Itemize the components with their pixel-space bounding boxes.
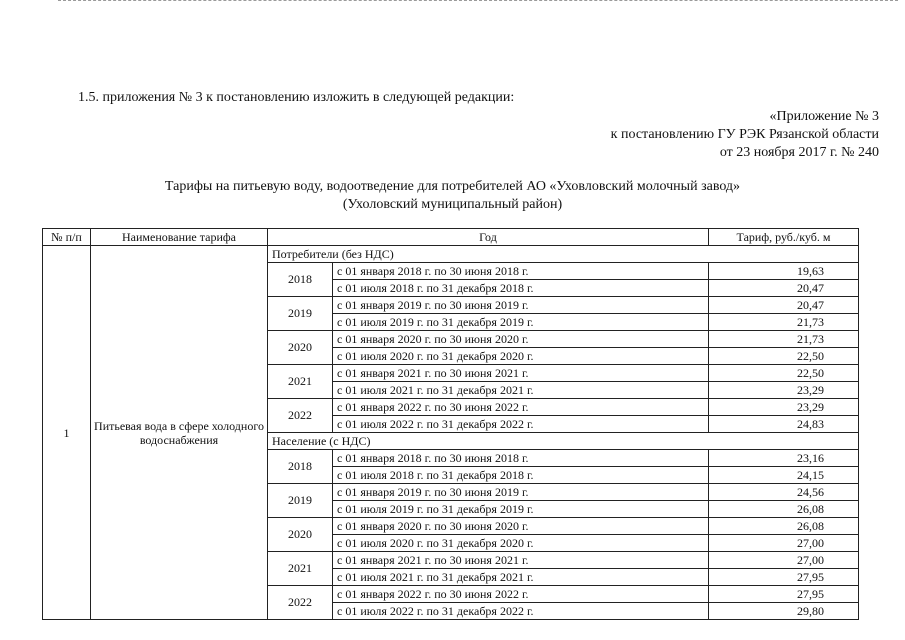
document-title <box>0 178 905 214</box>
appendix-reference <box>611 108 879 162</box>
title-line-1: Тарифы на питьевую воду, водоотведение для потребителей АО «Уховловский молочный завод» <box>164 179 741 194</box>
period-cell: с 01 июля 2020 г. по 31 декабря 2020 г. <box>333 348 709 365</box>
tariff-value-cell: 27,95 <box>709 586 859 603</box>
period-cell: с 01 января 2019 г. по 30 июня 2019 г. <box>333 297 709 314</box>
period-cell: с 01 июля 2018 г. по 31 декабря 2018 г. <box>333 467 709 484</box>
year-cell: 2020 <box>268 331 333 365</box>
tariff-value-cell: 27,00 <box>709 535 859 552</box>
title-line-2: (Ухоловский муниципальный район) <box>342 197 563 212</box>
section-row <box>43 246 859 263</box>
year-cell: 2019 <box>268 297 333 331</box>
section-label: Население (с НДС) <box>268 433 859 450</box>
tariff-value-cell: 23,29 <box>709 382 859 399</box>
tariff-value-cell: 26,08 <box>709 518 859 535</box>
tariff-value-cell: 20,47 <box>709 280 859 297</box>
period-cell: с 01 января 2018 г. по 30 июня 2018 г. <box>333 450 709 467</box>
period-cell: с 01 января 2018 г. по 30 июня 2018 г. <box>333 263 709 280</box>
tariff-value-cell: 22,50 <box>709 348 859 365</box>
tariff-value-cell: 19,63 <box>709 263 859 280</box>
intro-paragraph: 1.5. приложения № 3 к постановлению изложить в следующей редакции: <box>78 90 515 105</box>
appendix-line-3: от 23 ноября 2017 г. № 240 <box>719 145 879 160</box>
table-header-row <box>43 229 859 246</box>
period-cell: с 01 января 2020 г. по 30 июня 2020 г. <box>333 518 709 535</box>
tariffs-table-body <box>43 246 859 620</box>
period-cell: с 01 июля 2021 г. по 31 декабря 2021 г. <box>333 569 709 586</box>
header-tariff: Тариф, руб./куб. м <box>709 229 859 246</box>
tariff-name-cell: Питьевая вода в сфере холодного водоснабжения <box>91 246 268 620</box>
page-top-dashed-line <box>58 0 898 1</box>
appendix-line-2: к постановлению ГУ РЭК Рязанской области <box>610 127 879 142</box>
year-cell: 2018 <box>268 263 333 297</box>
section-label: Потребители (без НДС) <box>268 246 859 263</box>
tariff-value-cell: 27,95 <box>709 569 859 586</box>
tariff-value-cell: 27,00 <box>709 552 859 569</box>
tariff-value-cell: 24,15 <box>709 467 859 484</box>
period-cell: с 01 января 2019 г. по 30 июня 2019 г. <box>333 484 709 501</box>
tariff-value-cell: 22,50 <box>709 365 859 382</box>
period-cell: с 01 июля 2022 г. по 31 декабря 2022 г. <box>333 416 709 433</box>
tariff-value-cell: 21,73 <box>709 331 859 348</box>
period-cell: с 01 июля 2019 г. по 31 декабря 2019 г. <box>333 314 709 331</box>
year-cell: 2022 <box>268 586 333 620</box>
tariff-value-cell: 20,47 <box>709 297 859 314</box>
row-number-cell: 1 <box>43 246 91 620</box>
tariff-value-cell: 23,16 <box>709 450 859 467</box>
appendix-line-1: «Приложение № 3 <box>769 109 879 124</box>
tariff-value-cell: 24,83 <box>709 416 859 433</box>
year-cell: 2021 <box>268 365 333 399</box>
tariff-value-cell: 24,56 <box>709 484 859 501</box>
period-cell: с 01 июля 2021 г. по 31 декабря 2021 г. <box>333 382 709 399</box>
tariff-value-cell: 29,80 <box>709 603 859 620</box>
period-cell: с 01 января 2022 г. по 30 июня 2022 г. <box>333 586 709 603</box>
period-cell: с 01 июля 2019 г. по 31 декабря 2019 г. <box>333 501 709 518</box>
period-cell: с 01 января 2022 г. по 30 июня 2022 г. <box>333 399 709 416</box>
period-cell: с 01 января 2020 г. по 30 июня 2020 г. <box>333 331 709 348</box>
year-cell: 2022 <box>268 399 333 433</box>
period-cell: с 01 января 2021 г. по 30 июня 2021 г. <box>333 365 709 382</box>
header-year: Год <box>268 229 709 246</box>
year-cell: 2018 <box>268 450 333 484</box>
period-cell: с 01 июля 2022 г. по 31 декабря 2022 г. <box>333 603 709 620</box>
tariff-value-cell: 23,29 <box>709 399 859 416</box>
period-cell: с 01 июля 2018 г. по 31 декабря 2018 г. <box>333 280 709 297</box>
year-cell: 2021 <box>268 552 333 586</box>
tariff-value-cell: 21,73 <box>709 314 859 331</box>
year-cell: 2020 <box>268 518 333 552</box>
period-cell: с 01 января 2021 г. по 30 июня 2021 г. <box>333 552 709 569</box>
tariffs-table <box>42 228 859 620</box>
year-cell: 2019 <box>268 484 333 518</box>
header-num: № п/п <box>43 229 91 246</box>
header-name: Наименование тарифа <box>91 229 268 246</box>
period-cell: с 01 июля 2020 г. по 31 декабря 2020 г. <box>333 535 709 552</box>
tariff-value-cell: 26,08 <box>709 501 859 518</box>
